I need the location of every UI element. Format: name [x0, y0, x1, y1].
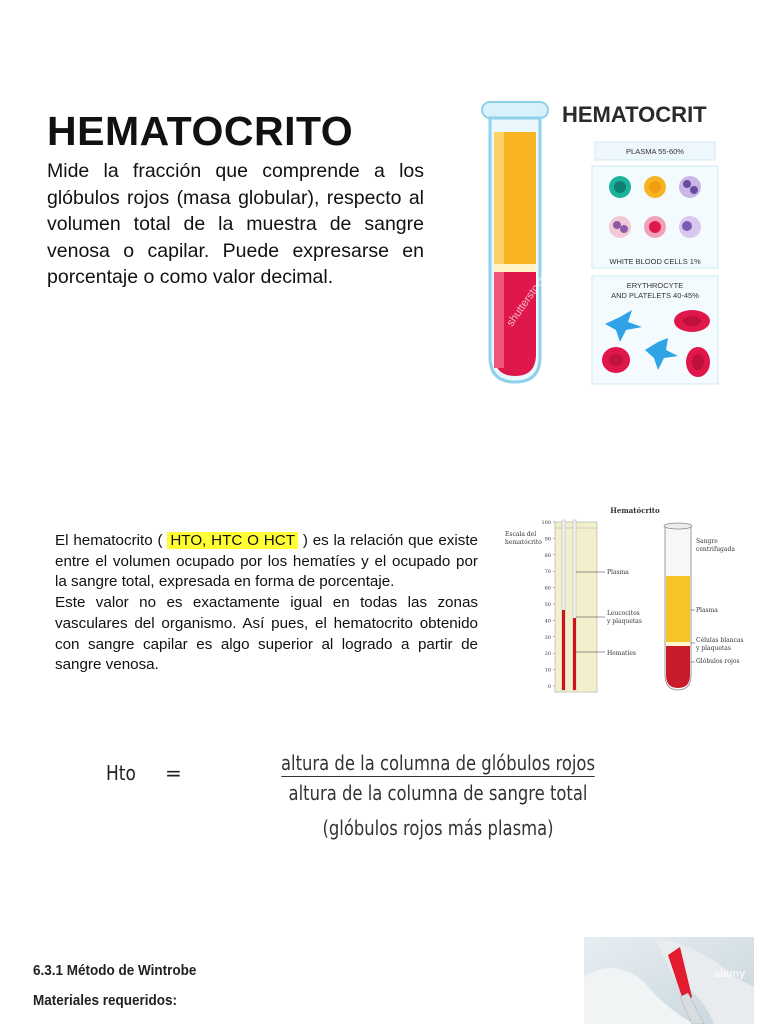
leuco-label-line1: Leucocitos — [607, 610, 640, 617]
scale-tick-label: 0 — [547, 684, 551, 690]
scale-tick-label: 60 — [544, 585, 551, 592]
photo-watermark: alamy — [714, 968, 746, 980]
lab-photo — [584, 937, 754, 1024]
section-subheading: Materiales requeridos: — [33, 992, 178, 1009]
section-heading: 6.3.1 Método de Wintrobe — [33, 962, 197, 979]
scale-tick-label: 50 — [544, 602, 551, 608]
leuco-label-line2: y plaquetas — [607, 618, 642, 625]
scale-tick-label: 100 — [541, 520, 551, 526]
celulas-label-line1: Células blancas — [696, 637, 744, 644]
hematocrit-infographic — [470, 92, 750, 392]
page-title: HEMATOCRITO — [47, 108, 354, 154]
formula-equals: = — [165, 761, 182, 785]
scale-label-line1: Escala del — [505, 531, 537, 538]
scale-tick-label: 20 — [544, 651, 551, 658]
globulos-label: Glóbulos rojos — [696, 658, 740, 665]
definition-paragraph: El hematocrito ( HTO, HTC O HCT ) es la relación que existe entre el volumen ocupado por los hematíes y el ocupado por la sangre total, expresada en forma de porcentaje. — [55, 532, 478, 591]
plasma-label: Plasma — [607, 569, 629, 576]
rbc-label-line1: ERYTHROCYTE — [626, 281, 684, 290]
definition-text — [55, 531, 478, 676]
wbc-percent-label: WHITE BLOOD CELLS 1% — [609, 257, 701, 266]
formula-denominator: altura de la columna de sangre total — [288, 781, 588, 805]
formula-lhs: Hto — [106, 761, 136, 785]
scale-tick-label: 30 — [544, 634, 551, 641]
variation-paragraph: Este valor no es exactamente igual en todas las zonas vasculares del organismo. Así pues, el hematocrito obtenido con sangre capilar es algo superior al logrado a partir de sangre venosa. — [55, 594, 478, 674]
infographic-title: HEMATOCRIT — [562, 102, 707, 127]
neutrophil-cell-icon — [679, 176, 701, 198]
scale-tick-label: 90 — [544, 536, 551, 543]
plasma-percent-label: PLASMA 55-60% — [626, 147, 684, 156]
test-tube-illustration — [482, 102, 548, 382]
watermark: shutterstock — [504, 273, 549, 329]
scale-tick-label: 40 — [544, 618, 551, 625]
celulas-label-line2: y plaquetas — [696, 645, 731, 652]
centrifuged-tube-illustration — [664, 523, 692, 690]
scale-tick-label: 70 — [544, 569, 551, 576]
plasma2-label: Plasma — [696, 607, 718, 614]
hematies-label: Hematíes — [607, 650, 637, 657]
sangre-label-line2: centrifugada — [696, 546, 735, 553]
formula-numerator: altura de la columna de glóbulos rojos — [280, 751, 596, 775]
scale-label-line2: hematócrito — [505, 539, 542, 546]
scale-tick-label: 80 — [544, 552, 551, 559]
abbreviation-highlight: HTO, HTC O HCT — [167, 532, 298, 549]
formula-denominator-note: (glóbulos rojos más plasma) — [322, 816, 554, 840]
hematocrito-diagram — [497, 500, 751, 698]
scale-tick-label: 10 — [544, 667, 551, 674]
rbc-label-line2: AND PLATELETS 40-45% — [611, 291, 699, 300]
diagram-title: Hematócrito — [610, 506, 660, 515]
intro-paragraph: Mide la fracción que comprende a los glóbulos rojos (masa globular), respecto al volumen total de la muestra de sangre venosa o capilar. Puede expresarse en porcentaje o como valor decimal. — [47, 160, 424, 288]
sangre-label-line1: Sangre — [696, 538, 718, 545]
